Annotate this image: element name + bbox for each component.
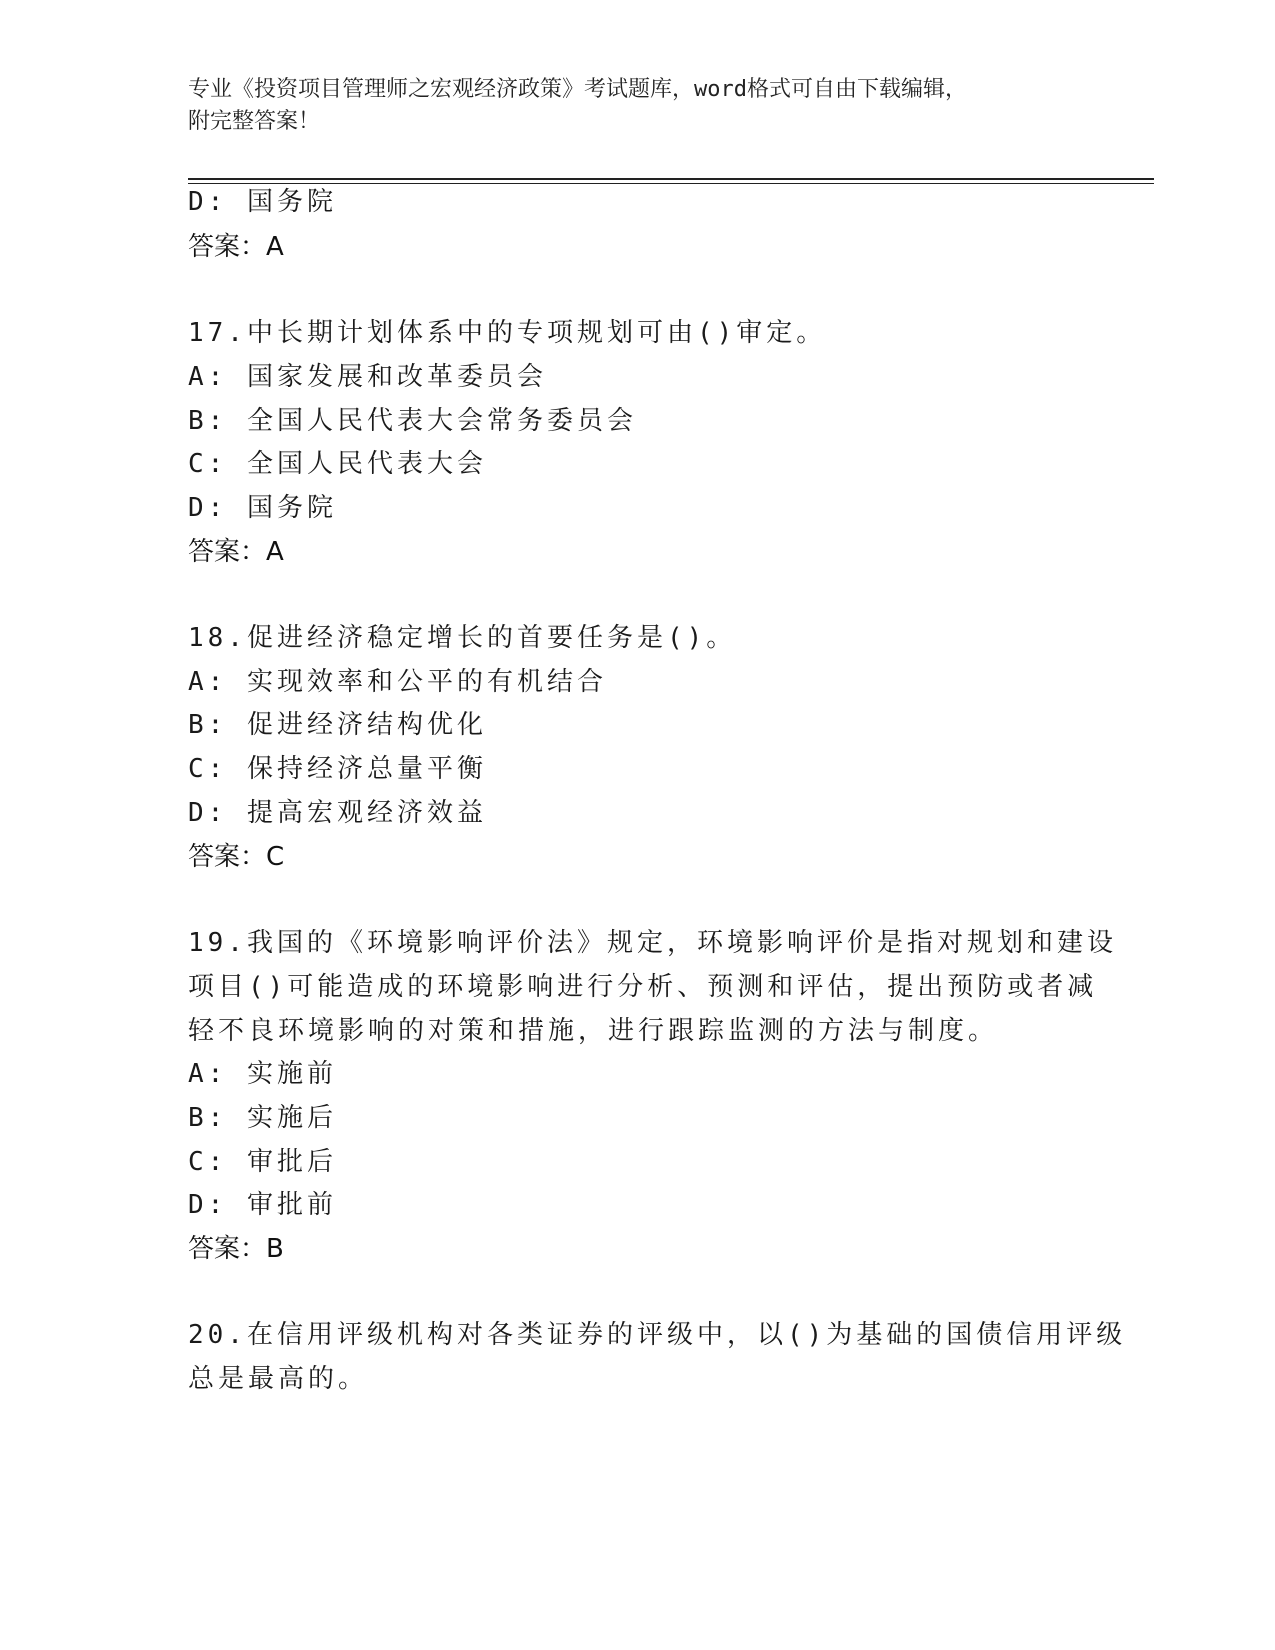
q19-stem-line-3: 轻不良环境影响的对策和措施，进行跟踪监测的方法与制度。 [188,1016,999,1046]
q18-option-b: B: 促进经济结构优化 [188,710,487,740]
q18-answer: 答案：C [188,842,285,872]
q17-answer: 答案：A [188,537,284,567]
q17-option-d: D: 国务院 [188,493,337,523]
prev-option-d: D: 国务院 [188,187,337,217]
q18-stem: 18.促进经济稳定增长的首要任务是()。 [188,623,737,653]
header-divider [188,178,1154,180]
q17-option-c: C: 全国人民代表大会 [188,449,487,479]
q20-stem-line-1: 20.在信用评级机构对各类证券的评级中，以()为基础的国债信用评级 [188,1320,1127,1350]
header-line-2: 附完整答案！ [188,109,321,134]
q19-stem-line-1: 19.我国的《环境影响评价法》规定，环境影响评价是指对规划和建设 [188,928,1117,958]
document-header [188,74,1068,138]
prev-answer: 答案：A [188,232,284,262]
q20-stem-line-2: 总是最高的。 [188,1364,369,1394]
q18-option-d: D: 提高宏观经济效益 [188,798,487,828]
q19-option-d: D: 审批前 [188,1190,337,1220]
q19-option-c: C: 审批后 [188,1147,337,1177]
q17-option-b: B: 全国人民代表大会常务委员会 [188,406,637,436]
q19-option-a: A: 实施前 [188,1059,337,1089]
q19-stem-line-2: 项目()可能造成的环境影响进行分析、预测和评估，提出预防或者减 [188,972,1098,1002]
q17-option-a: A: 国家发展和改革委员会 [188,362,547,392]
header-line-1: 专业《投资项目管理师之宏观经济政策》考试题库，word格式可自由下载编辑， [188,77,967,102]
q17-stem: 17.中长期计划体系中的专项规划可由()审定。 [188,318,827,348]
q19-option-b: B: 实施后 [188,1103,337,1133]
q19-answer: 答案：B [188,1234,284,1264]
q18-option-c: C: 保持经济总量平衡 [188,754,487,784]
q18-option-a: A: 实现效率和公平的有机结合 [188,667,607,697]
